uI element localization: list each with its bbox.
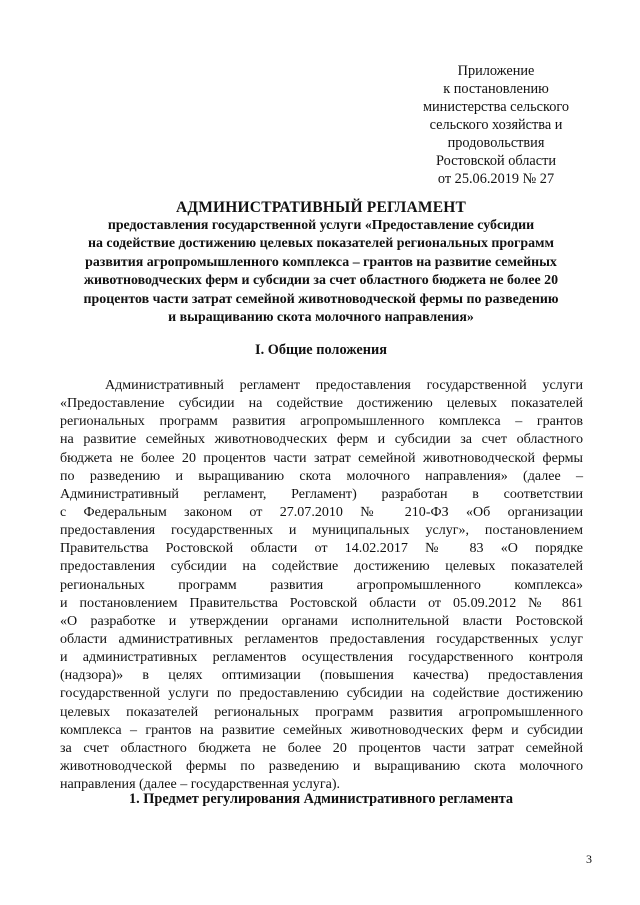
paragraph-line: Административный регламент, Регламент) разработан в соответствии xyxy=(60,485,583,502)
appendix-line: продовольствия xyxy=(447,135,545,151)
appendix-line: к постановлению xyxy=(443,81,549,97)
paragraph-line: «Предоставление субсидии на содействие достижению целевых показателей xyxy=(60,395,583,412)
paragraph-line: Административный регламент предоставления государственной услуги xyxy=(105,377,583,393)
subtitle-line: животноводческих ферм и субсидии за счет областного бюджета не более 20 xyxy=(83,273,559,289)
paragraph-line: направления (далее – государственная услуга). xyxy=(60,776,341,793)
paragraph-line: с Федеральным законом от 27.07.2010 № 210-ФЗ «Об организации xyxy=(60,503,583,520)
appendix-block xyxy=(412,62,580,188)
appendix-line: Приложение xyxy=(457,63,535,79)
paragraph-line: комплекса – грантов на развитие семейных животноводческих ферм и субсидии xyxy=(60,721,583,738)
subtitle-line: процентов части затрат семейной животноводческой фермы по разведению xyxy=(83,291,559,307)
paragraph-line: целевых показателей региональных программ развития агропромышленного xyxy=(60,703,583,720)
paragraph-line: области административных регламентов предоставления государственных услуг xyxy=(60,630,583,647)
paragraph-line: на развитие семейных животноводческих ферм и субсидии за счет областного xyxy=(60,431,583,448)
appendix-line: Ростовской области xyxy=(435,153,557,169)
section-heading-general: I. Общие положения xyxy=(255,342,387,358)
paragraph-line: «О разработке и утверждении органами исполнительной власти Ростовской xyxy=(60,612,583,629)
paragraph-line: государственной услуги по предоставлению субсидии на содействие достижению xyxy=(60,685,583,702)
paragraph-line: и постановлением Правительства Ростовской области от 05.09.2012 № 861 xyxy=(60,594,583,611)
subtitle-line: развития агропромышленного комплекса – грантов на развитие семейных xyxy=(85,254,557,270)
paragraph-line: за счет областного бюджета не более 20 процентов части затрат семейной xyxy=(60,739,583,756)
paragraph-line: предоставления государственных и муниципальных услуг», постановлением xyxy=(60,522,583,539)
subtitle-line: предоставления государственной услуги «Предоставление субсидии xyxy=(107,218,535,233)
page-number: 3 xyxy=(586,852,592,866)
appendix-line: министерства сельского xyxy=(422,99,570,115)
paragraph-line: региональных программ развития агропромышленного комплекса» xyxy=(60,576,583,593)
document-subtitle xyxy=(56,217,586,327)
paragraph-line: региональных программ развития агропромышленного комплекса – грантов xyxy=(60,413,583,430)
document-title: АДМИНИСТРАТИВНЫЙ РЕГЛАМЕНТ xyxy=(175,199,467,216)
appendix-line: сельского хозяйства и xyxy=(429,117,563,133)
section-paragraph xyxy=(60,376,583,793)
paragraph-line: бюджета не более 20 процентов части затрат семейной животноводческой фермы xyxy=(60,449,583,466)
title-block xyxy=(56,198,586,327)
paragraph-line: животноводческой фермы по разведению и выращиванию скота молочного xyxy=(60,757,583,774)
section-heading-subject: 1. Предмет регулирования Административного регламента xyxy=(128,791,514,807)
subtitle-line: на содействие достижению целевых показателей региональных программ xyxy=(88,236,554,252)
paragraph-line: и административных регламентов осуществления государственного контроля xyxy=(60,649,583,666)
subtitle-line: и выращиванию скота молочного направления» xyxy=(168,310,474,326)
paragraph-line: Правительства Ростовской области от 14.02.2017 № 83 «О порядке xyxy=(60,540,583,557)
paragraph-line: по разведению и выращиванию скота молочного направления» (далее – xyxy=(60,467,583,484)
paragraph-line: (надзора)» в целях оптимизации (повышения качества) предоставления xyxy=(60,667,583,684)
appendix-line: от 25.06.2019 № 27 xyxy=(437,171,555,187)
paragraph-line: предоставления субсидии на содействие достижению целевых показателей xyxy=(60,558,583,575)
